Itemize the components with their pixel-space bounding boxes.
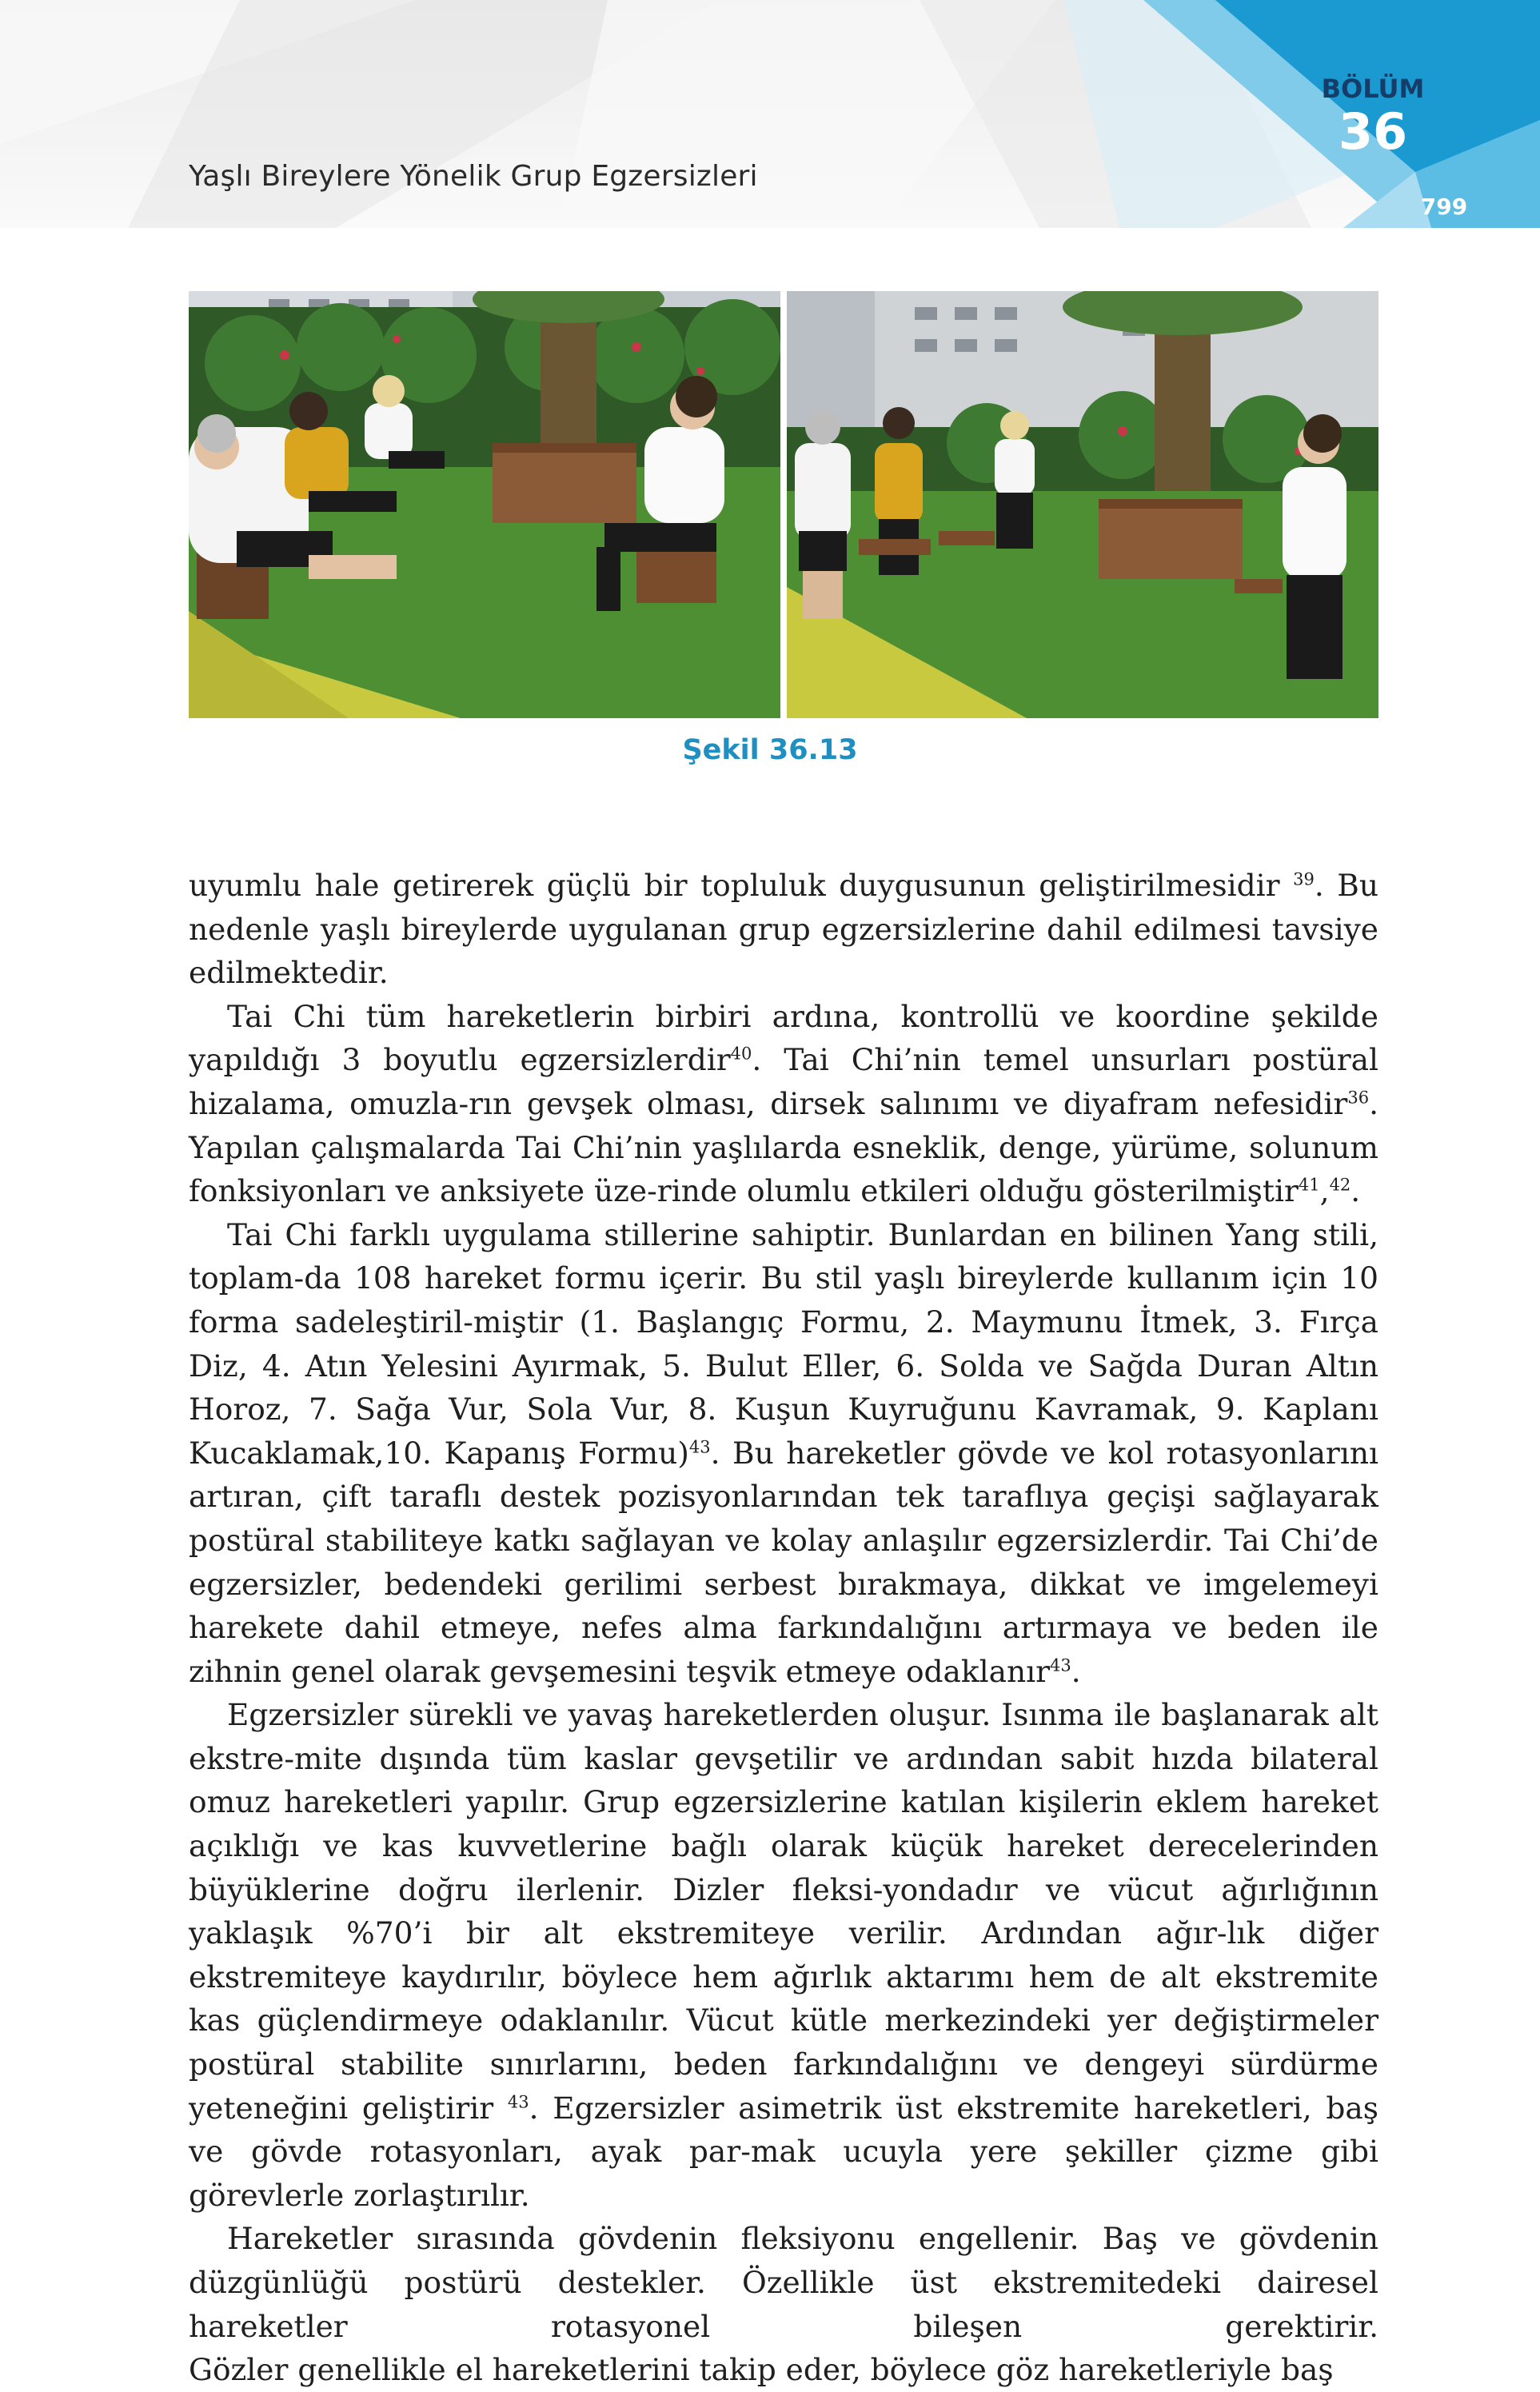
citation-40: 40 <box>730 1044 752 1064</box>
figure-photo-seated-group <box>189 291 780 718</box>
running-title: Yaşlı Bireylere Yönelik Grup Egzersizleri <box>189 160 758 193</box>
citation-36: 36 <box>1347 1088 1370 1108</box>
citation-43b: 43 <box>1050 1655 1071 1675</box>
paragraph-1-text: uyumlu hale getirerek güçlü bir topluluk duygusunun geliştirilmesidir <box>189 868 1294 903</box>
citation-41: 41 <box>1298 1175 1320 1195</box>
paragraph-3-text-2: . Bu hareketler gövde ve kol rotasyonlarını artıran, çift taraflı destek pozisyonlarından tek taraflıya geçişi sağlayarak postüral stabiliteye katkı sağlayan ve kolay anlaşılır egzersizlerdir. Tai Chi’de egzersizler, bedendeki gerilimi serbest bırakmaya, dikkat ve imgelemeyi harekete dahil etmeye, nefes alma farkındalığını artırmaya ve beden ile zihnin genel olarak gevşemesini teşvik etmeye odaklanır <box>189 1435 1378 1689</box>
paragraph-4-text-2: . Egzersizler asimetrik üst ekstremite hareketleri, baş ve gövde rotasyonları, ayak par-mak ucuyla yere şekiller çizme gibi görevlerle zorlaştırılır. <box>189 2090 1378 2213</box>
paragraph-5-last-line: Gözler genellikle el hareketlerini takip eder, böylece göz hareketleriyle baş <box>189 2352 1334 2388</box>
paragraph-2-text-3: . Yapılan çalışmalarda Tai Chi’nin yaşlılarda esneklik, denge, yürüme, solunum fonksiyonları ve anksiyete üze-rinde olumlu etkileri olduğu gösterilmiştir <box>189 1085 1378 1209</box>
chapter-label: BÖLÜM <box>1321 74 1425 104</box>
page-header-band <box>0 0 1540 228</box>
paragraph-3-text-1: Tai Chi farklı uygulama stillerine sahiptir. Bunlardan en bilinen Yang stili, toplam-da 108 hareket formu içerir. Bu stil yaşlı bireylerde kullanım için 10 forma sadeleştiril-miştir (1. Başlangıç Formu, 2. Maymunu İtmek, 3. Fırça Diz, 4. Atın Yelesini Ayırmak, 5. Bulut Eller, 6. Solda ve Sağda Duran Altın Horoz, 7. Sağa Vur, Sola Vur, 8. Kuşun Kuyruğunu Kavramak, 9. Kaplanı Kucaklamak,10. Kapanış Formu) <box>189 1216 1378 1471</box>
paragraph-2-text-1: Tai Chi tüm hareketlerin birbiri ardına, kontrollü ve koordine şekilde yapıldığı 3 boyutlu egzersizlerdir <box>189 998 1378 1078</box>
citation-42: 42 <box>1329 1175 1351 1195</box>
chapter-number: 36 <box>1338 102 1408 161</box>
paragraph-1-tail: . Bu nedenle yaşlı bireylerde uygulanan grup egzersizlerine dahil edilmesi tavsiye edilmektedir. <box>189 868 1378 991</box>
figure-caption: Şekil 36.13 <box>682 734 858 766</box>
header-decoration <box>0 0 1540 228</box>
paragraph-2-text-2: . Tai Chi’nin temel unsurları postüral hizalama, omuzla-rın gevşek olması, dirsek salınımı ve diyafram nefesidir <box>189 1042 1378 1121</box>
paragraph-3-text-3: . <box>1071 1653 1081 1689</box>
paragraph-4-text-1: Egzersizler sürekli ve yavaş hareketlerden oluşur. Isınma ile başlanarak alt ekstre-mite dışında tüm kaslar gevşetilir ve ardından sabit hızda bilateral omuz hareketleri yapılır. Grup egzersizlerine katılan kişilerin eklem hareket açıklığı ve kas kuvvetlerine bağlı olarak küçük hareket derecelerinden büyüklerine doğru ilerlenir. Dizler fleksi-yondadır ve vücut ağırlığının yaklaşık %70’i bir alt ekstremiteye verilir. Ardından ağır-lık diğer ekstremiteye kaydırılır, böylece hem ağırlık aktarımı hem de alt ekstremite kas güçlendirmeye odaklanılır. Vücut kütle merkezindeki yer değiştirmeler postüral stabilite sınırlarını, beden farkındalığını ve dengeyi sürdürme yeteneğini geliştirir <box>189 1697 1378 2126</box>
paragraph-5 <box>189 2217 1378 2391</box>
body-text <box>189 864 1378 2392</box>
citation-separator: , <box>1319 1173 1330 1209</box>
paragraph-5-text-1: Hareketler sırasında gövdenin fleksiyonu engellenir. Baş ve gövdenin düzgünlüğü postürü destekler. Özellikle üst ekstremitedeki dairesel hareketler rotasyonel bileşen gerektirir. <box>189 2221 1378 2344</box>
figure-photo-standing-group <box>787 291 1378 718</box>
citation-43a: 43 <box>688 1437 711 1457</box>
paragraph-4 <box>189 1693 1378 2217</box>
page-number: 799 <box>1420 194 1468 220</box>
paragraph-1 <box>189 864 1378 995</box>
paragraph-2-text-4: . <box>1350 1173 1361 1209</box>
citation-39: 39 <box>1293 869 1315 889</box>
paragraph-2 <box>189 995 1378 1213</box>
paragraph-3 <box>189 1213 1378 1694</box>
citation-43c: 43 <box>507 2092 529 2112</box>
